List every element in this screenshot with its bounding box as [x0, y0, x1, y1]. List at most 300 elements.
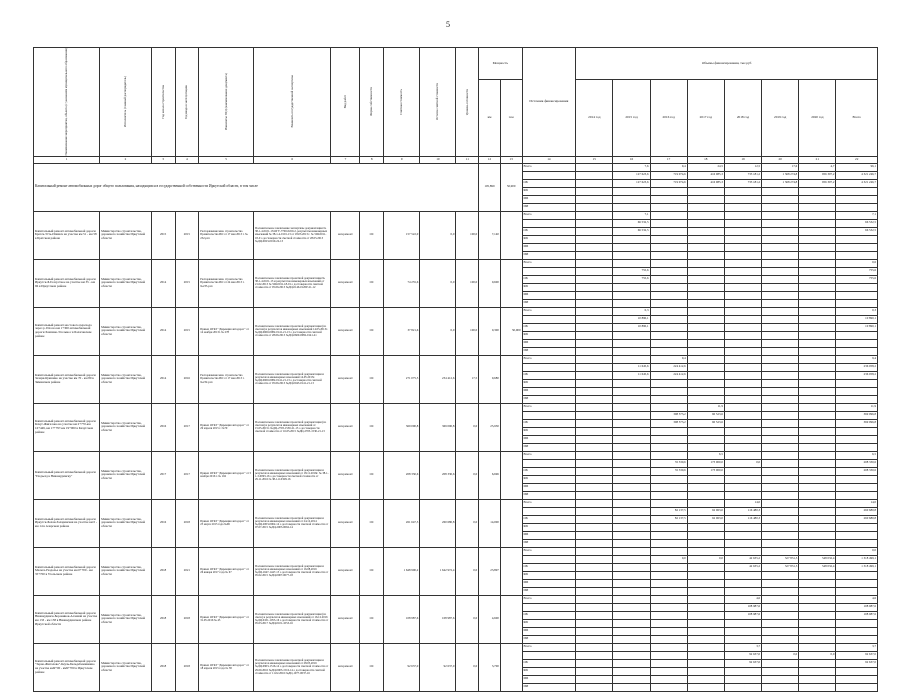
year-value-cell [762, 523, 799, 531]
start-year: 2014 [151, 307, 175, 355]
year-value-cell [650, 635, 687, 643]
total-cell: 92 637,0 [836, 651, 878, 659]
year-value-cell [576, 395, 613, 403]
year-value-cell [799, 491, 836, 499]
year-value-cell [687, 619, 724, 627]
year-value-cell [724, 339, 761, 347]
year-value-cell [650, 307, 687, 315]
year-value-cell [613, 419, 650, 427]
source-cell: Всего [522, 211, 576, 219]
header-label: Форма собственности [369, 87, 374, 117]
year-value-cell [650, 483, 687, 491]
source-cell: ОБ [522, 323, 576, 331]
source-cell: Всего [522, 595, 576, 603]
header-year: 2015 год [613, 79, 650, 156]
object-name: Капитальный ремонт автомобильной дороги "Зерно-Жигалово"-Кеуль-Бельдебежинкино на участке км9+00 - км9+700 в Иркутском районе [34, 643, 100, 691]
year-value-cell: 14,0 [724, 499, 761, 507]
year-value-cell [576, 499, 613, 507]
year-value-cell [650, 275, 687, 283]
year-value-cell [687, 675, 724, 683]
source-cell: ОБ [522, 611, 576, 619]
year-value-cell [724, 627, 761, 635]
header-label: Уровень готовности [464, 88, 469, 115]
source-cell: ФБ [522, 523, 576, 531]
year-value-cell [613, 203, 650, 211]
year-value-cell [650, 403, 687, 411]
end-year: 2015 [175, 211, 199, 259]
year-value-cell: 6,5 [687, 451, 724, 459]
source-cell: ОБ [522, 659, 576, 667]
year-value-cell [799, 339, 836, 347]
ownership: ОС [360, 259, 384, 307]
year-value-cell [799, 331, 836, 339]
year-value-cell: 0,0 [650, 555, 687, 563]
object-name: Капитальный ремонт автомобильной дороги "Подъезд к Нижнеудинску" [34, 451, 100, 499]
source-cell: ФБ [522, 235, 576, 243]
year-value-cell [724, 299, 761, 307]
year-value-cell [650, 211, 687, 219]
ownership: ОС [360, 403, 384, 451]
year-value-cell [724, 195, 761, 203]
total-cell [836, 475, 878, 483]
year-value-cell: 548 032,4 [799, 555, 836, 563]
year-value-cell [687, 651, 724, 659]
year-value-cell: 1 368 274,8 [762, 171, 799, 179]
year-value-cell: 733 181,2 [724, 171, 761, 179]
year-value-cell [762, 459, 799, 467]
year-value-cell [724, 371, 761, 379]
total-cell [836, 443, 878, 451]
year-value-cell [762, 659, 799, 667]
year-value-cell [576, 563, 613, 571]
year-value-cell [687, 203, 724, 211]
year-value-cell [762, 283, 799, 291]
total-cell [836, 483, 878, 491]
year-value-cell: 733 181,2 [724, 179, 761, 187]
year-value-cell: 224 412,6 [650, 363, 687, 371]
year-value-cell [650, 523, 687, 531]
source-cell: ИИ [522, 299, 576, 307]
year-value-cell [724, 251, 761, 259]
object-name: Капитальный ремонт автомобильной дороги Иркутск-Бохан-Заларинская на участке км 0 - км 14 в Аларском районе [34, 499, 100, 547]
year-value-cell: 116 480,3 [724, 515, 761, 523]
header-cell [420, 48, 456, 157]
start-year: 2016 [151, 499, 175, 547]
remaining-cost: 92 637,0 [420, 643, 456, 691]
year-value-cell [687, 323, 724, 331]
year-value-cell [762, 251, 799, 259]
year-value-cell [762, 603, 799, 611]
estimated-cost: 92 637,0 [384, 643, 420, 691]
total-cell [836, 627, 878, 635]
start-year: 2015 [151, 211, 175, 259]
year-value-cell [799, 291, 836, 299]
psd-details: Распоряжение мин. строительства Правительства ИО от 17 мая 2013 г. № 232-рзп [199, 211, 254, 259]
year-value-cell [650, 315, 687, 323]
year-value-cell [576, 171, 613, 179]
year-value-cell [762, 347, 799, 355]
year-value-cell [799, 443, 836, 451]
year-value-cell [613, 243, 650, 251]
year-value-cell [576, 579, 613, 587]
total-cell: 236 058,2 [836, 363, 878, 371]
year-value-cell: 66 532,5 [613, 227, 650, 235]
year-value-cell [762, 587, 799, 595]
year-value-cell [576, 547, 613, 555]
length-pm [500, 499, 522, 547]
start-year: 2018 [151, 643, 175, 691]
year-value-cell [724, 395, 761, 403]
year-value-cell [650, 331, 687, 339]
year-value-cell [762, 451, 799, 459]
year-value-cell [799, 571, 836, 579]
total-cell: 0,6 [836, 259, 878, 267]
item-row [34, 499, 878, 507]
year-value-cell [650, 659, 687, 667]
header-label: Исполнитель (главный распорядитель) [122, 76, 127, 128]
column-number: 7 [331, 156, 360, 163]
year-value-cell [799, 403, 836, 411]
year-value-cell [762, 227, 799, 235]
source-cell: ОБ [522, 227, 576, 235]
year-value-cell [762, 499, 799, 507]
start-year: 2016 [151, 403, 175, 451]
year-value-cell [724, 331, 761, 339]
year-value-cell [650, 619, 687, 627]
year-value-cell [687, 539, 724, 547]
year-value-cell [799, 259, 836, 267]
executor: Министерство строительства, дорожного хозяйства Иркутской области [100, 403, 152, 451]
year-value-cell [762, 307, 799, 315]
psd-details: Распоряжение мин. строительства Правительства ИО от 24 мая 2013 г. №235-рзп [199, 259, 254, 307]
executor: Министерство строительства, дорожного хозяйства Иркутской области [100, 259, 152, 307]
source-cell: МБ [522, 675, 576, 683]
expertise-details: Положительное заключение проектной документации и результатов инженерных изысканий 14.05.2013г. №ДЦ-0600-0082-0141-21-13 о достоверности сметной стоимости от 05.06.2013 №ДЦ-0043-0141-21-13 [253, 355, 330, 403]
year-value-cell: 60 523,6 [687, 411, 724, 419]
year-value-cell [576, 555, 613, 563]
source-cell: Всего [522, 259, 576, 267]
length-km: 3,700 [479, 643, 501, 691]
year-value-cell [576, 259, 613, 267]
year-value-cell [650, 395, 687, 403]
readiness: 0,0 [456, 499, 479, 547]
year-value-cell [762, 643, 799, 651]
year-value-cell: 108 987,6 [724, 603, 761, 611]
source-cell [522, 459, 576, 467]
year-value-cell [576, 531, 613, 539]
year-value-cell [576, 363, 613, 371]
year-value-cell [687, 339, 724, 347]
executor: Министерство строительства, дорожного хозяйства Иркутской области [100, 355, 152, 403]
expertise-details: Положительное заключение проектной документации (по сметам) и результатов инженерных изысканий 14.05.2013г. №ДЦ-0600-0082-0141-21-13 о достоверности сметной стоимости от 28.06.2013 №ДЦ-0600-0082-0141-21 [253, 307, 330, 355]
year-value-cell [799, 363, 836, 371]
year-value-cell [724, 275, 761, 283]
length-km: 6,696 [479, 451, 501, 499]
year-value-cell [576, 459, 613, 467]
year-value-cell: 327 831,5 [762, 563, 799, 571]
length-km: 9,680 [479, 355, 501, 403]
year-value-cell [650, 291, 687, 299]
year-value-cell [724, 387, 761, 395]
length-pm [500, 211, 522, 259]
year-value-cell [650, 451, 687, 459]
header-cell [384, 48, 420, 157]
source-cell: ИИ [522, 683, 576, 691]
year-value-cell [576, 355, 613, 363]
year-value-cell [724, 379, 761, 387]
column-number: 11 [456, 156, 479, 163]
source-cell: ИИ [522, 347, 576, 355]
source-cell [522, 267, 576, 275]
work-type: кап.ремонт [331, 643, 360, 691]
total-cell [836, 331, 878, 339]
year-value-cell [724, 363, 761, 371]
estimated-cost: 157 522,0 [384, 211, 420, 259]
year-value-cell [650, 595, 687, 603]
total-cell: 0,3 [836, 307, 878, 315]
year-value-cell [576, 299, 613, 307]
year-value-cell [762, 339, 799, 347]
source-cell: ФБ [522, 331, 576, 339]
total-cell [836, 347, 878, 355]
year-value-cell [613, 395, 650, 403]
year-value-cell [613, 283, 650, 291]
year-value-cell [724, 235, 761, 243]
year-value-cell [799, 595, 836, 603]
total-cell: 1 318 499,1 [836, 563, 878, 571]
year-value-cell [576, 619, 613, 627]
length-pm [500, 643, 522, 691]
length-pm [500, 451, 522, 499]
work-type: кап.ремонт [331, 211, 360, 259]
column-number-row [34, 156, 878, 163]
expertise-details: Положительное заключение проектной документации и результатов инженерных изысканий от 16.08.2016 №ДЦ-1647-1447-15 о достоверности сметной стоимости от 05.02.2015 №ДЦ-0007-0077-18 [253, 547, 330, 595]
year-value-cell: 7,1 [613, 211, 650, 219]
total-cell [836, 587, 878, 595]
start-year: 2014 [151, 355, 175, 403]
year-value-cell [576, 371, 613, 379]
total-cell [836, 579, 878, 587]
column-number: 17 [650, 156, 687, 163]
year-value-cell [576, 275, 613, 283]
year-value-cell [687, 243, 724, 251]
year-value-cell [799, 475, 836, 483]
year-value-cell [650, 227, 687, 235]
year-value-cell [650, 219, 687, 227]
header-row [34, 48, 878, 80]
year-value-cell [799, 667, 836, 675]
year-value-cell [576, 643, 613, 651]
year-value-cell [687, 659, 724, 667]
total-cell: 108 987,6 [836, 611, 878, 619]
year-value-cell [762, 515, 799, 523]
source-cell: ИИ [522, 203, 576, 211]
year-value-cell [762, 411, 799, 419]
column-number: 19 [724, 156, 761, 163]
year-value-cell [613, 627, 650, 635]
year-value-cell [799, 483, 836, 491]
year-value-cell: 173 000,0 [687, 467, 724, 475]
year-value-cell [724, 667, 761, 675]
remaining-cost: 1 642 972,4 [420, 547, 456, 595]
year-value-cell [613, 555, 650, 563]
year-value-cell [762, 531, 799, 539]
year-value-cell [762, 387, 799, 395]
year-value-cell [799, 635, 836, 643]
expertise-details: Положительное заключение проектной документации и результатов инженерных изысканий от 28.05.2016 №ДЦ-0903-1516-14 о достоверности сметной стоимости от 29.09.2016 №ДЦ-0903-1516-14 о достоверности сметной стоимости от 11.02.2016 №ДЦ-1077-0037-16 [253, 643, 330, 691]
year-value-cell [762, 595, 799, 603]
year-value-cell [799, 371, 836, 379]
source-cell [522, 651, 576, 659]
estimated-cost: 108 987,6 [384, 595, 420, 643]
year-value-cell [799, 611, 836, 619]
expertise-details: Положительное заключение проектной документации (по смете) и результатов инженерных изысканий от 16.12.2016 №ДЦ-0101-1053-16 о достоверности сметной стоимости от 05.03.2017 №ДЦ-0101-1053-16 [253, 595, 330, 643]
estimated-cost: 74 255,6 [384, 259, 420, 307]
year-value-cell [613, 579, 650, 587]
header-year: 2016 год [650, 79, 687, 156]
year-value-cell [687, 275, 724, 283]
column-number: 1 [34, 156, 100, 163]
header-year: 2019 год [762, 79, 799, 156]
total-cell: 10 890,1 [836, 323, 878, 331]
total-cell: 96,1 [836, 163, 878, 171]
year-value-cell [762, 491, 799, 499]
estimated-cost: 271 075,5 [384, 355, 420, 403]
year-value-cell [724, 579, 761, 587]
year-value-cell [687, 283, 724, 291]
year-value-cell [799, 523, 836, 531]
source-cell: МБ [522, 243, 576, 251]
year-value-cell [724, 187, 761, 195]
year-value-cell [650, 603, 687, 611]
length-km: 0,300 [479, 307, 501, 355]
source-cell [522, 219, 576, 227]
psd-details: Приказ ОГКУ "Дирекция автодорог" от 25 марта 2015 года №96 [199, 499, 254, 547]
year-value-cell [724, 619, 761, 627]
header-label: Реквизиты ПСД (наименование документа) [223, 73, 228, 131]
year-value-cell: 11 645,6 [613, 363, 650, 371]
year-value-cell [576, 683, 613, 691]
work-type: кап.ремонт [331, 355, 360, 403]
work-type: кап.ремонт [331, 499, 360, 547]
total-cell [836, 235, 878, 243]
year-value-cell [687, 667, 724, 675]
year-value-cell [687, 635, 724, 643]
year-value-cell [799, 299, 836, 307]
source-cell: МБ [522, 627, 576, 635]
total-cell: 260 680,8 [836, 515, 878, 523]
year-value-cell [613, 587, 650, 595]
year-value-cell [724, 451, 761, 459]
source-cell: ФБ [522, 571, 576, 579]
source-cell: Всего [522, 547, 576, 555]
year-value-cell [687, 483, 724, 491]
year-value-cell: 10 890,1 [613, 315, 650, 323]
total-cell: 11,9 [836, 403, 878, 411]
year-value-cell [687, 355, 724, 363]
year-value-cell [687, 627, 724, 635]
year-value-cell [799, 267, 836, 275]
year-value-cell: 82 137,5 [650, 515, 687, 523]
year-value-cell: 82 137,5 [650, 507, 687, 515]
remaining-cost: 208 330,6 [420, 451, 456, 499]
total-cell: 755,6 [836, 275, 878, 283]
ownership: ОС [360, 499, 384, 547]
total-cell [836, 299, 878, 307]
year-value-cell [724, 411, 761, 419]
year-value-cell [762, 483, 799, 491]
year-value-cell [576, 227, 613, 235]
year-value-cell [613, 659, 650, 667]
year-value-cell [762, 323, 799, 331]
year-value-cell [687, 347, 724, 355]
total-cell [836, 619, 878, 627]
year-value-cell [576, 651, 613, 659]
year-value-cell [650, 427, 687, 435]
object-name: Капитальный ремонт автомобильной дороги Иркутск-Б.Голоустное на участке км 35 - км 96 в Иркутском районе [34, 259, 100, 307]
year-value-cell [724, 307, 761, 315]
header-label: Остаток сметной стоимости [435, 83, 440, 121]
year-value-cell [762, 371, 799, 379]
year-value-cell [762, 259, 799, 267]
year-value-cell [799, 619, 836, 627]
source-cell: ФБ [522, 475, 576, 483]
total-cell: 369 096,8 [836, 419, 878, 427]
work-type: кап.ремонт [331, 451, 360, 499]
year-value-cell [576, 187, 613, 195]
year-value-cell [613, 675, 650, 683]
year-value-cell [576, 219, 613, 227]
psd-details: Приказ ОГКУ "Дирекция автодорог" от 14 ноября 2013г. № 278 [199, 307, 254, 355]
year-value-cell [724, 291, 761, 299]
remaining-cost: 369 090,8 [420, 403, 456, 451]
year-value-cell [576, 163, 613, 171]
year-value-cell [650, 435, 687, 443]
length-km: 14,000 [479, 499, 501, 547]
year-value-cell [650, 547, 687, 555]
year-value-cell [724, 443, 761, 451]
year-value-cell [613, 611, 650, 619]
year-value-cell [799, 579, 836, 587]
readiness: 0,0 [456, 451, 479, 499]
year-value-cell [799, 195, 836, 203]
header-cell [253, 48, 330, 157]
year-value-cell: 0,0 [687, 555, 724, 563]
estimated-cost: 261 647,5 [384, 499, 420, 547]
header-cell [360, 48, 384, 157]
year-value-cell: 60 523,6 [687, 419, 724, 427]
year-value-cell [762, 219, 799, 227]
year-value-cell [650, 187, 687, 195]
year-value-cell [799, 435, 836, 443]
item-row [34, 643, 878, 651]
source-cell [522, 171, 576, 179]
year-value-cell [576, 659, 613, 667]
year-value-cell [613, 539, 650, 547]
year-value-cell [762, 291, 799, 299]
year-value-cell [576, 419, 613, 427]
year-value-cell [687, 427, 724, 435]
year-value-cell: 127 623,6 [613, 171, 650, 179]
year-value-cell [650, 475, 687, 483]
year-value-cell [799, 243, 836, 251]
total-cell: 7,1 [836, 211, 878, 219]
source-cell: ИИ [522, 443, 576, 451]
column-number: 6 [253, 156, 330, 163]
year-value-cell [576, 379, 613, 387]
column-number: 14 [522, 156, 576, 163]
year-value-cell [762, 619, 799, 627]
